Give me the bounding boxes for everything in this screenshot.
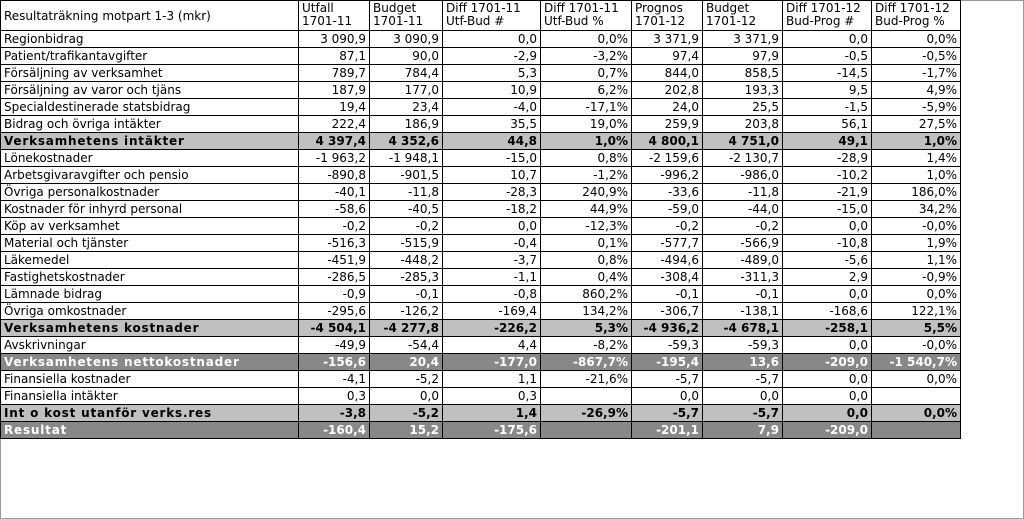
value-cell: 0,3 [443, 388, 541, 405]
value-cell: -0,5% [872, 48, 961, 65]
value-cell: 3 371,9 [632, 31, 703, 48]
row-label: Finansiella intäkter [1, 388, 299, 405]
value-cell: -17,1% [541, 99, 632, 116]
value-cell: 10,7 [443, 167, 541, 184]
value-cell: 97,9 [703, 48, 783, 65]
table-row [1, 286, 961, 303]
value-cell: 0,0 [783, 388, 872, 405]
value-cell: 193,3 [703, 82, 783, 99]
value-cell [541, 388, 632, 405]
value-cell: 259,9 [632, 116, 703, 133]
value-cell: 1,1% [872, 252, 961, 269]
value-cell: 784,4 [370, 65, 443, 82]
col-header-line1: Utfall [302, 1, 334, 15]
value-cell: -15,0 [443, 150, 541, 167]
row-label: Arbetsgivaravgifter och pensio [1, 167, 299, 184]
value-cell: -285,3 [370, 269, 443, 286]
col-header-line2: 1701-12 [635, 14, 686, 28]
col-header-line2: Utf-Bud % [544, 14, 604, 28]
value-cell: -986,0 [703, 167, 783, 184]
value-cell: 1,0% [872, 133, 961, 150]
row-label: Verksamhetens intäkter [1, 133, 299, 150]
value-cell: -5,2 [370, 405, 443, 422]
value-cell: -11,8 [703, 184, 783, 201]
value-cell: 0,0 [443, 31, 541, 48]
value-cell: 1,1 [443, 371, 541, 388]
value-cell: -308,4 [632, 269, 703, 286]
value-cell: -1,1 [443, 269, 541, 286]
value-cell: -0,1 [370, 286, 443, 303]
value-cell: -59,3 [632, 337, 703, 354]
value-cell: 7,9 [703, 422, 783, 439]
value-cell: 0,0% [872, 286, 961, 303]
value-cell: -5,7 [703, 371, 783, 388]
value-cell: 0,0 [783, 337, 872, 354]
value-cell: -5,7 [632, 371, 703, 388]
col-header-line1: Diff 1701-12 [786, 1, 861, 15]
row-label: Köp av verksamhet [1, 218, 299, 235]
value-cell: 20,4 [370, 354, 443, 371]
table-body [1, 31, 961, 439]
value-cell: -3,2% [541, 48, 632, 65]
value-cell: 9,5 [783, 82, 872, 99]
row-label: Verksamhetens kostnader [1, 320, 299, 337]
table-row [1, 82, 961, 99]
value-cell: -15,0 [783, 201, 872, 218]
value-cell: -2 130,7 [703, 150, 783, 167]
value-cell: 186,9 [370, 116, 443, 133]
value-cell: 44,8 [443, 133, 541, 150]
table-row [1, 184, 961, 201]
table-row [1, 99, 961, 116]
value-cell: -448,2 [370, 252, 443, 269]
value-cell: -566,9 [703, 235, 783, 252]
row-label: Lämnade bidrag [1, 286, 299, 303]
value-cell: 0,0% [872, 371, 961, 388]
value-cell: 1,0% [541, 133, 632, 150]
value-cell: 44,9% [541, 201, 632, 218]
value-cell: 122,1% [872, 303, 961, 320]
value-cell: 0,0% [872, 405, 961, 422]
table-row [1, 235, 961, 252]
row-label: Fastighetskostnader [1, 269, 299, 286]
value-cell: -126,2 [370, 303, 443, 320]
value-cell: 0,0 [783, 371, 872, 388]
value-cell: 5,5% [872, 320, 961, 337]
value-cell: 134,2% [541, 303, 632, 320]
value-cell: -12,3% [541, 218, 632, 235]
value-cell: 13,6 [703, 354, 783, 371]
value-cell: 177,0 [370, 82, 443, 99]
value-cell: 0,0 [632, 388, 703, 405]
value-cell: -0,2 [632, 218, 703, 235]
value-cell: 27,5% [872, 116, 961, 133]
value-cell: 0,0 [783, 218, 872, 235]
table-row [1, 167, 961, 184]
col-header-line2: Utf-Bud # [446, 14, 505, 28]
value-cell: 10,9 [443, 82, 541, 99]
value-cell: -5,2 [370, 371, 443, 388]
value-cell: -515,9 [370, 235, 443, 252]
row-label: Finansiella kostnader [1, 371, 299, 388]
table-row [1, 371, 961, 388]
value-cell: 789,7 [299, 65, 370, 82]
table-header [1, 1, 961, 31]
value-cell: -49,9 [299, 337, 370, 354]
table-row [1, 405, 961, 422]
table-row [1, 337, 961, 354]
value-cell: -59,0 [632, 201, 703, 218]
col-header [703, 1, 783, 31]
value-cell: -21,6% [541, 371, 632, 388]
value-cell: 4 397,4 [299, 133, 370, 150]
value-cell: -451,9 [299, 252, 370, 269]
value-cell: 19,0% [541, 116, 632, 133]
value-cell: 844,0 [632, 65, 703, 82]
value-cell: -0,2 [703, 218, 783, 235]
value-cell: -10,8 [783, 235, 872, 252]
value-cell [541, 422, 632, 439]
value-cell: -5,9% [872, 99, 961, 116]
value-cell: 90,0 [370, 48, 443, 65]
value-cell: -4,0 [443, 99, 541, 116]
value-cell: 1,4% [872, 150, 961, 167]
value-cell: 222,4 [299, 116, 370, 133]
value-cell: -26,9% [541, 405, 632, 422]
col-header [632, 1, 703, 31]
value-cell: 0,0% [872, 31, 961, 48]
value-cell: -0,0% [872, 218, 961, 235]
value-cell: 0,7% [541, 65, 632, 82]
value-cell: 1,4 [443, 405, 541, 422]
col-header-line2: 1701-12 [706, 14, 757, 28]
col-header-line1: Budget [373, 1, 417, 15]
value-cell: -2 159,6 [632, 150, 703, 167]
value-cell: 1,0% [872, 167, 961, 184]
value-cell: -160,4 [299, 422, 370, 439]
value-cell: -195,4 [632, 354, 703, 371]
row-label: Verksamhetens nettokostnader [1, 354, 299, 371]
col-header-line1: Prognos [635, 1, 683, 15]
value-cell: 3 090,9 [299, 31, 370, 48]
col-header-line1: Budget [706, 1, 750, 15]
value-cell: -577,7 [632, 235, 703, 252]
row-label: Regionbidrag [1, 31, 299, 48]
table-row [1, 201, 961, 218]
table-row [1, 31, 961, 48]
value-cell: 3 371,9 [703, 31, 783, 48]
col-header [783, 1, 872, 31]
value-cell: 4 352,6 [370, 133, 443, 150]
row-label: Försäljning av verksamhet [1, 65, 299, 82]
value-cell: 0,3 [299, 388, 370, 405]
table-row [1, 269, 961, 286]
value-cell: 240,9% [541, 184, 632, 201]
value-cell: -138,1 [703, 303, 783, 320]
col-header [370, 1, 443, 31]
table-title: Resultaträkning motpart 1-3 (mkr) [1, 1, 299, 31]
col-header-line1: Diff 1701-11 [446, 1, 521, 15]
value-cell: 56,1 [783, 116, 872, 133]
value-cell: -169,4 [443, 303, 541, 320]
value-cell: -156,6 [299, 354, 370, 371]
row-label: Kostnader för inhyrd personal [1, 201, 299, 218]
row-label: Int o kost utanför verks.res [1, 405, 299, 422]
value-cell: 0,0% [541, 31, 632, 48]
value-cell: -311,3 [703, 269, 783, 286]
value-cell: 0,0 [783, 405, 872, 422]
value-cell: -1,5 [783, 99, 872, 116]
value-cell: 97,4 [632, 48, 703, 65]
value-cell: 858,5 [703, 65, 783, 82]
col-header-line1: Diff 1701-12 [875, 1, 950, 15]
value-cell: 0,0 [783, 31, 872, 48]
col-header [299, 1, 370, 31]
value-cell: -18,2 [443, 201, 541, 218]
value-cell: 202,8 [632, 82, 703, 99]
value-cell: -201,1 [632, 422, 703, 439]
value-cell: 0,4% [541, 269, 632, 286]
value-cell: -11,8 [370, 184, 443, 201]
value-cell: -516,3 [299, 235, 370, 252]
col-header [872, 1, 961, 31]
table-row [1, 133, 961, 150]
value-cell: 6,2% [541, 82, 632, 99]
value-cell: -5,6 [783, 252, 872, 269]
value-cell: -1,2% [541, 167, 632, 184]
value-cell: -58,6 [299, 201, 370, 218]
value-cell: -996,2 [632, 167, 703, 184]
table-row [1, 116, 961, 133]
header-row [1, 1, 961, 31]
value-cell: 1,9% [872, 235, 961, 252]
value-cell: -0,9 [299, 286, 370, 303]
value-cell: 3 090,9 [370, 31, 443, 48]
value-cell: -5,7 [703, 405, 783, 422]
value-cell: -0,1 [632, 286, 703, 303]
value-cell: -14,5 [783, 65, 872, 82]
value-cell: -1 963,2 [299, 150, 370, 167]
value-cell: -40,5 [370, 201, 443, 218]
value-cell: 0,0 [703, 388, 783, 405]
value-cell: -4,1 [299, 371, 370, 388]
value-cell: -54,4 [370, 337, 443, 354]
table-row [1, 65, 961, 82]
value-cell: -28,3 [443, 184, 541, 201]
value-cell: -3,7 [443, 252, 541, 269]
col-header-line2: Bud-Prog # [786, 14, 855, 28]
value-cell: -1,7% [872, 65, 961, 82]
value-cell: -0,1 [703, 286, 783, 303]
value-cell: -10,2 [783, 167, 872, 184]
value-cell: -175,6 [443, 422, 541, 439]
value-cell: -867,7% [541, 354, 632, 371]
value-cell: -286,5 [299, 269, 370, 286]
row-label: Material och tjänster [1, 235, 299, 252]
value-cell: 5,3% [541, 320, 632, 337]
value-cell: -0,9% [872, 269, 961, 286]
table-row [1, 320, 961, 337]
value-cell: 4 751,0 [703, 133, 783, 150]
value-cell: -890,8 [299, 167, 370, 184]
value-cell: -494,6 [632, 252, 703, 269]
table-row [1, 303, 961, 320]
value-cell: -59,3 [703, 337, 783, 354]
value-cell: 4,9% [872, 82, 961, 99]
value-cell: 860,2% [541, 286, 632, 303]
value-cell: -0,4 [443, 235, 541, 252]
value-cell: 4 800,1 [632, 133, 703, 150]
value-cell [872, 388, 961, 405]
value-cell: -0,0% [872, 337, 961, 354]
value-cell: -226,2 [443, 320, 541, 337]
value-cell: 87,1 [299, 48, 370, 65]
value-cell [872, 422, 961, 439]
row-label: Lönekostnader [1, 150, 299, 167]
value-cell: 24,0 [632, 99, 703, 116]
value-cell: 15,2 [370, 422, 443, 439]
row-label: Läkemedel [1, 252, 299, 269]
table-row [1, 48, 961, 65]
row-label: Patient/trafikantavgifter [1, 48, 299, 65]
value-cell: -2,9 [443, 48, 541, 65]
value-cell: 49,1 [783, 133, 872, 150]
value-cell: 34,2% [872, 201, 961, 218]
value-cell: 203,8 [703, 116, 783, 133]
row-label: Resultat [1, 422, 299, 439]
col-header-line2: 1701-11 [302, 14, 353, 28]
value-cell: -4 504,1 [299, 320, 370, 337]
table-row [1, 354, 961, 371]
value-cell: 5,3 [443, 65, 541, 82]
value-cell: -209,0 [783, 354, 872, 371]
value-cell: -0,2 [370, 218, 443, 235]
value-cell: -28,9 [783, 150, 872, 167]
table-row [1, 388, 961, 405]
value-cell: 4,4 [443, 337, 541, 354]
col-header-line2: Bud-Prog % [875, 14, 945, 28]
value-cell: -489,0 [703, 252, 783, 269]
value-cell: -21,9 [783, 184, 872, 201]
value-cell: -901,5 [370, 167, 443, 184]
col-header-line2: 1701-11 [373, 14, 424, 28]
value-cell: 0,8% [541, 252, 632, 269]
value-cell: 0,0 [370, 388, 443, 405]
value-cell: -1 540,7% [872, 354, 961, 371]
table-row [1, 150, 961, 167]
value-cell: -8,2% [541, 337, 632, 354]
value-cell: 186,0% [872, 184, 961, 201]
value-cell: 2,9 [783, 269, 872, 286]
value-cell: 19,4 [299, 99, 370, 116]
row-label: Försäljning av varor och tjäns [1, 82, 299, 99]
row-label: Övriga personalkostnader [1, 184, 299, 201]
row-label: Avskrivningar [1, 337, 299, 354]
value-cell: -306,7 [632, 303, 703, 320]
col-header [541, 1, 632, 31]
value-cell: -5,7 [632, 405, 703, 422]
row-label: Övriga omkostnader [1, 303, 299, 320]
value-cell: 0,0 [783, 286, 872, 303]
value-cell: 23,4 [370, 99, 443, 116]
row-label: Bidrag och övriga intäkter [1, 116, 299, 133]
value-cell: -0,2 [299, 218, 370, 235]
value-cell: -258,1 [783, 320, 872, 337]
value-cell: -209,0 [783, 422, 872, 439]
value-cell: -4 936,2 [632, 320, 703, 337]
col-header [443, 1, 541, 31]
table-row [1, 252, 961, 269]
value-cell: -4 277,8 [370, 320, 443, 337]
value-cell: -295,6 [299, 303, 370, 320]
value-cell: -3,8 [299, 405, 370, 422]
value-cell: 25,5 [703, 99, 783, 116]
col-header-line1: Diff 1701-11 [544, 1, 619, 15]
value-cell: -4 678,1 [703, 320, 783, 337]
value-cell: -44,0 [703, 201, 783, 218]
table-row [1, 422, 961, 439]
value-cell: 187,9 [299, 82, 370, 99]
value-cell: -0,5 [783, 48, 872, 65]
value-cell: 0,8% [541, 150, 632, 167]
value-cell: 0,1% [541, 235, 632, 252]
value-cell: 35,5 [443, 116, 541, 133]
row-label: Specialdestinerade statsbidrag [1, 99, 299, 116]
value-cell: -40,1 [299, 184, 370, 201]
value-cell: -33,6 [632, 184, 703, 201]
table-row [1, 218, 961, 235]
value-cell: -1 948,1 [370, 150, 443, 167]
value-cell: 0,0 [443, 218, 541, 235]
value-cell: -168,6 [783, 303, 872, 320]
value-cell: -177,0 [443, 354, 541, 371]
value-cell: -0,8 [443, 286, 541, 303]
